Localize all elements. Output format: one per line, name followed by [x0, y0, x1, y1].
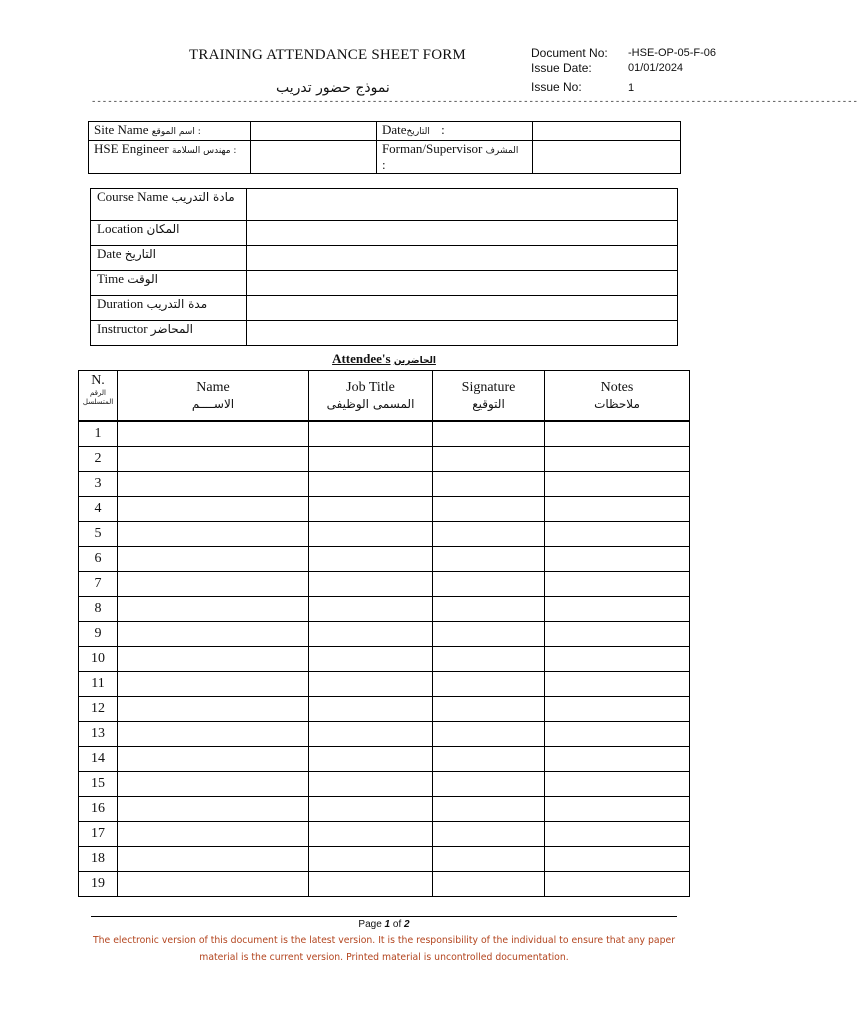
row-number: 1	[79, 421, 118, 447]
job-title-cell[interactable]	[309, 622, 433, 647]
attendee-row	[79, 797, 690, 822]
attendee-row	[79, 672, 690, 697]
row-number: 14	[79, 747, 118, 772]
header-separator: ----------------------------------------------------------------------------------------------------------------------------------------------	[91, 97, 858, 107]
job-title-cell[interactable]	[309, 722, 433, 747]
job-title-cell[interactable]	[309, 747, 433, 772]
name-cell[interactable]	[118, 447, 309, 472]
signature-cell[interactable]	[433, 672, 545, 697]
course-name-field[interactable]	[247, 189, 678, 221]
row-number: 12	[79, 697, 118, 722]
job-title-cell[interactable]	[309, 672, 433, 697]
foreman-colon: :	[381, 157, 386, 172]
footer-rule	[91, 916, 677, 917]
signature-cell[interactable]	[433, 647, 545, 672]
name-cell[interactable]	[118, 572, 309, 597]
date-label: Date	[381, 122, 407, 137]
notes-cell[interactable]	[545, 622, 690, 647]
name-cell[interactable]	[118, 421, 309, 447]
site-name-label: Site Name	[94, 122, 149, 137]
duration-label-cell	[91, 296, 247, 321]
col-notes-label: Notes	[600, 379, 634, 395]
issue-date-value: 01/01/2024	[628, 62, 684, 74]
signature-cell[interactable]	[433, 872, 545, 897]
job-title-cell[interactable]	[309, 497, 433, 522]
attendees-heading-arabic: الحاضرين	[393, 356, 436, 366]
hse-engineer-label-arabic: مهندس السلامة :	[171, 146, 237, 156]
site-name-label-arabic: اسم الموقع :	[151, 127, 201, 137]
signature-cell[interactable]	[433, 472, 545, 497]
job-title-cell[interactable]	[309, 822, 433, 847]
hse-engineer-label: HSE Engineer	[94, 141, 169, 156]
notes-cell[interactable]	[545, 822, 690, 847]
attendees-header-row	[79, 371, 690, 422]
attendee-row	[79, 772, 690, 797]
notes-cell[interactable]	[545, 647, 690, 672]
name-cell[interactable]	[118, 847, 309, 872]
course-name-label: Course Name	[97, 189, 169, 204]
row-number: 9	[79, 622, 118, 647]
signature-cell[interactable]	[433, 847, 545, 872]
signature-cell[interactable]	[433, 722, 545, 747]
row-number: 8	[79, 597, 118, 622]
row-number: 17	[79, 822, 118, 847]
attendees-heading-label: Attendee's	[332, 351, 391, 366]
location-label: Location	[97, 221, 144, 236]
location-field[interactable]	[247, 221, 678, 246]
date-field[interactable]	[533, 122, 681, 141]
col-notes-header	[545, 371, 690, 422]
name-cell[interactable]	[118, 522, 309, 547]
col-no-header	[79, 371, 118, 422]
row-number: 3	[79, 472, 118, 497]
notes-cell[interactable]	[545, 847, 690, 872]
job-title-cell[interactable]	[309, 647, 433, 672]
time-label: Time	[97, 271, 124, 286]
attendee-row	[79, 847, 690, 872]
col-notes-label-arabic: ملاحظات	[594, 396, 640, 411]
signature-cell[interactable]	[433, 772, 545, 797]
row-number: 6	[79, 547, 118, 572]
row-number: 19	[79, 872, 118, 897]
course-name-label-cell	[91, 189, 247, 221]
site-info-table	[88, 121, 681, 174]
row-number: 5	[79, 522, 118, 547]
attendee-row	[79, 572, 690, 597]
page-prefix: Page	[358, 919, 385, 930]
job-title-cell[interactable]	[309, 597, 433, 622]
notes-cell[interactable]	[545, 497, 690, 522]
name-cell[interactable]	[118, 747, 309, 772]
signature-cell[interactable]	[433, 421, 545, 447]
notes-cell[interactable]	[545, 722, 690, 747]
notes-cell[interactable]	[545, 797, 690, 822]
page-of: of	[390, 919, 405, 930]
course-date-label-cell	[91, 246, 247, 271]
site-name-field[interactable]	[250, 122, 376, 141]
name-cell[interactable]	[118, 647, 309, 672]
location-label-arabic: المكان	[146, 222, 180, 236]
name-cell[interactable]	[118, 472, 309, 497]
row-number: 4	[79, 497, 118, 522]
col-signature-label-arabic: التوقيع	[472, 396, 505, 411]
signature-cell[interactable]	[433, 572, 545, 597]
col-no-label: N.	[91, 373, 105, 388]
notes-cell[interactable]	[545, 522, 690, 547]
time-label-arabic: الوقت	[127, 272, 158, 286]
site-name-label-cell	[89, 122, 251, 141]
document-no-label: Document No:	[531, 46, 608, 60]
name-cell[interactable]	[118, 822, 309, 847]
course-date-label: Date	[97, 246, 122, 261]
signature-cell[interactable]	[433, 622, 545, 647]
col-signature-header	[433, 371, 545, 422]
job-title-cell[interactable]	[309, 472, 433, 497]
attendees-heading	[0, 351, 768, 367]
course-info-table	[90, 188, 678, 346]
notes-cell[interactable]	[545, 572, 690, 597]
row-number: 11	[79, 672, 118, 697]
attendee-row	[79, 497, 690, 522]
attendee-row	[79, 547, 690, 572]
instructor-field[interactable]	[247, 321, 678, 346]
row-number: 10	[79, 647, 118, 672]
instructor-label: Instructor	[97, 321, 148, 336]
issue-date-label: Issue Date:	[531, 61, 592, 75]
job-title-cell[interactable]	[309, 797, 433, 822]
col-name-label: Name	[196, 379, 230, 395]
attendees-table	[78, 370, 690, 897]
job-title-cell[interactable]	[309, 547, 433, 572]
row-number: 15	[79, 772, 118, 797]
duration-label: Duration	[97, 296, 144, 311]
name-cell[interactable]	[118, 872, 309, 897]
issue-no-label: Issue No:	[531, 80, 582, 94]
signature-cell[interactable]	[433, 597, 545, 622]
document-no-value: -HSE-OP-05-F-06	[628, 47, 717, 59]
duration-field[interactable]	[247, 296, 678, 321]
notes-cell[interactable]	[545, 447, 690, 472]
attendee-row	[79, 647, 690, 672]
course-name-label-arabic: مادة التدريب	[171, 190, 235, 204]
time-label-cell	[91, 271, 247, 296]
attendee-row	[79, 822, 690, 847]
row-number: 13	[79, 722, 118, 747]
job-title-cell[interactable]	[309, 447, 433, 472]
attendee-row	[79, 597, 690, 622]
job-title-cell[interactable]	[309, 772, 433, 797]
notes-cell[interactable]	[545, 472, 690, 497]
signature-cell[interactable]	[433, 822, 545, 847]
row-number: 18	[79, 847, 118, 872]
date-colon: :	[441, 122, 445, 137]
attendee-row	[79, 722, 690, 747]
col-name-label-arabic: الاســــم	[191, 396, 235, 411]
signature-cell[interactable]	[433, 497, 545, 522]
notes-cell[interactable]	[545, 697, 690, 722]
job-title-cell[interactable]	[309, 572, 433, 597]
col-job-label: Job Title	[346, 379, 395, 395]
row-number: 2	[79, 447, 118, 472]
col-no-label-arabic: الرقم المتسلسل	[82, 389, 114, 406]
notes-cell[interactable]	[545, 872, 690, 897]
row-number: 16	[79, 797, 118, 822]
attendee-row	[79, 472, 690, 497]
attendee-row	[79, 421, 690, 447]
name-cell[interactable]	[118, 597, 309, 622]
name-cell[interactable]	[118, 772, 309, 797]
notes-cell[interactable]	[545, 672, 690, 697]
signature-cell[interactable]	[433, 447, 545, 472]
course-date-label-arabic: التاريخ	[124, 247, 156, 261]
form-title: TRAINING ATTENDANCE SHEET FORM	[189, 47, 466, 63]
job-title-cell[interactable]	[309, 847, 433, 872]
notes-cell[interactable]	[545, 547, 690, 572]
hse-engineer-field[interactable]	[250, 141, 376, 174]
footer-disclaimer: The electronic version of this document is the latest version. It is the responsibility of the individual to ensure that any paper material is the current version. Printed material is uncontrolled documentation.	[92, 935, 676, 963]
job-title-cell[interactable]	[309, 697, 433, 722]
date-label-cell	[376, 122, 533, 141]
signature-cell[interactable]	[433, 522, 545, 547]
signature-cell[interactable]	[433, 747, 545, 772]
col-signature-label: Signature	[461, 379, 516, 395]
page-current: 1	[384, 919, 391, 930]
attendee-row	[79, 622, 690, 647]
duration-label-arabic: مدة التدريب	[146, 297, 208, 311]
hse-engineer-label-cell	[89, 141, 251, 174]
foreman-label-arabic: المشرف	[485, 146, 519, 156]
name-cell[interactable]	[118, 697, 309, 722]
attendee-row	[79, 747, 690, 772]
col-name-header	[118, 371, 309, 422]
name-cell[interactable]	[118, 672, 309, 697]
instructor-label-arabic: المحاضر	[150, 322, 193, 336]
instructor-label-cell	[91, 321, 247, 346]
job-title-cell[interactable]	[309, 872, 433, 897]
attendee-row	[79, 697, 690, 722]
foreman-label: Forman/Supervisor	[381, 141, 483, 156]
foreman-label-cell	[376, 141, 533, 174]
job-title-cell[interactable]	[309, 421, 433, 447]
attendee-row	[79, 447, 690, 472]
notes-cell[interactable]	[545, 421, 690, 447]
foreman-field[interactable]	[533, 141, 681, 174]
notes-cell[interactable]	[545, 597, 690, 622]
date-label-arabic: التاريخ	[406, 127, 430, 137]
name-cell[interactable]	[118, 622, 309, 647]
signature-cell[interactable]	[433, 547, 545, 572]
name-cell[interactable]	[118, 497, 309, 522]
form-title-arabic: نموذج حضور تدريب	[276, 80, 390, 96]
time-field[interactable]	[247, 271, 678, 296]
attendee-row	[79, 872, 690, 897]
page-number	[0, 919, 768, 930]
name-cell[interactable]	[118, 547, 309, 572]
attendee-row	[79, 522, 690, 547]
signature-cell[interactable]	[433, 797, 545, 822]
location-label-cell	[91, 221, 247, 246]
col-job-header	[309, 371, 433, 422]
name-cell[interactable]	[118, 722, 309, 747]
course-date-field[interactable]	[247, 246, 678, 271]
notes-cell[interactable]	[545, 772, 690, 797]
issue-no-value: 1	[628, 82, 635, 94]
col-job-label-arabic: المسمى الوظيفى	[326, 396, 415, 411]
job-title-cell[interactable]	[309, 522, 433, 547]
name-cell[interactable]	[118, 797, 309, 822]
page-total: 2	[404, 919, 410, 930]
row-number: 7	[79, 572, 118, 597]
notes-cell[interactable]	[545, 747, 690, 772]
signature-cell[interactable]	[433, 697, 545, 722]
